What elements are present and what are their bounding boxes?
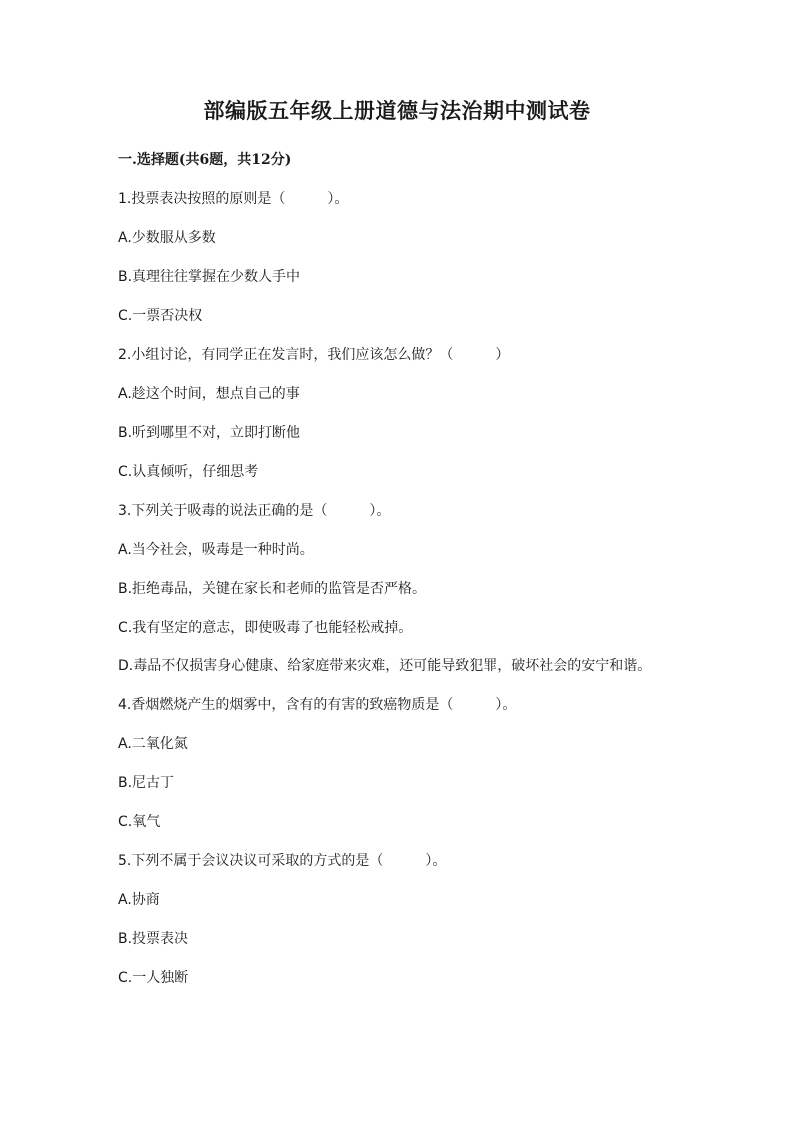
question-stem: 4.香烟燃烧产生的烟雾中，含有的有害的致癌物质是（ ）。 — [118, 697, 517, 713]
option-a: A.协商 — [118, 892, 160, 908]
question-stem: 3.下列关于吸毒的说法正确的是（ ）。 — [118, 503, 391, 519]
option-b: B.投票表决 — [118, 931, 189, 947]
question-4 — [118, 695, 676, 832]
question-1 — [118, 189, 676, 326]
option-b: B.尼古丁 — [118, 775, 175, 791]
option-d: D.毒品不仅损害身心健康、给家庭带来灾难，还可能导致犯罪，破坏社会的安宁和谐。 — [118, 658, 652, 674]
option-c: C.认真倾听，仔细思考 — [118, 464, 259, 480]
option-a: A.二氧化氮 — [118, 736, 188, 752]
option-b: B.真理往往掌握在少数人手中 — [118, 269, 301, 285]
option-b: B.拒绝毒品，关键在家长和老师的监管是否严格。 — [118, 581, 427, 597]
question-5 — [118, 851, 676, 988]
option-b: B.听到哪里不对，立即打断他 — [118, 425, 301, 441]
option-a: A.当今社会，吸毒是一种时尚。 — [118, 542, 314, 558]
option-c: C.一人独断 — [118, 970, 189, 986]
question-stem: 1.投票表决按照的原则是（ ）。 — [118, 191, 349, 207]
option-c: C.一票否决权 — [118, 308, 203, 324]
question-stem: 2.小组讨论，有同学正在发言时，我们应该怎么做？（ ） — [118, 347, 510, 363]
question-2 — [118, 345, 676, 482]
option-c: C.氧气 — [118, 814, 161, 830]
section-heading: 一.选择题(共6题，共12分) — [118, 152, 292, 168]
option-a: A.趁这个时间，想点自己的事 — [118, 386, 300, 402]
option-a: A.少数服从多数 — [118, 230, 216, 246]
option-c: C.我有坚定的意志，即使吸毒了也能轻松戒掉。 — [118, 620, 413, 636]
question-stem: 5.下列不属于会议决议可采取的方式的是（ ）。 — [118, 853, 447, 869]
page-title: 部编版五年级上册道德与法治期中测试卷 — [203, 98, 591, 123]
question-3 — [118, 501, 676, 676]
